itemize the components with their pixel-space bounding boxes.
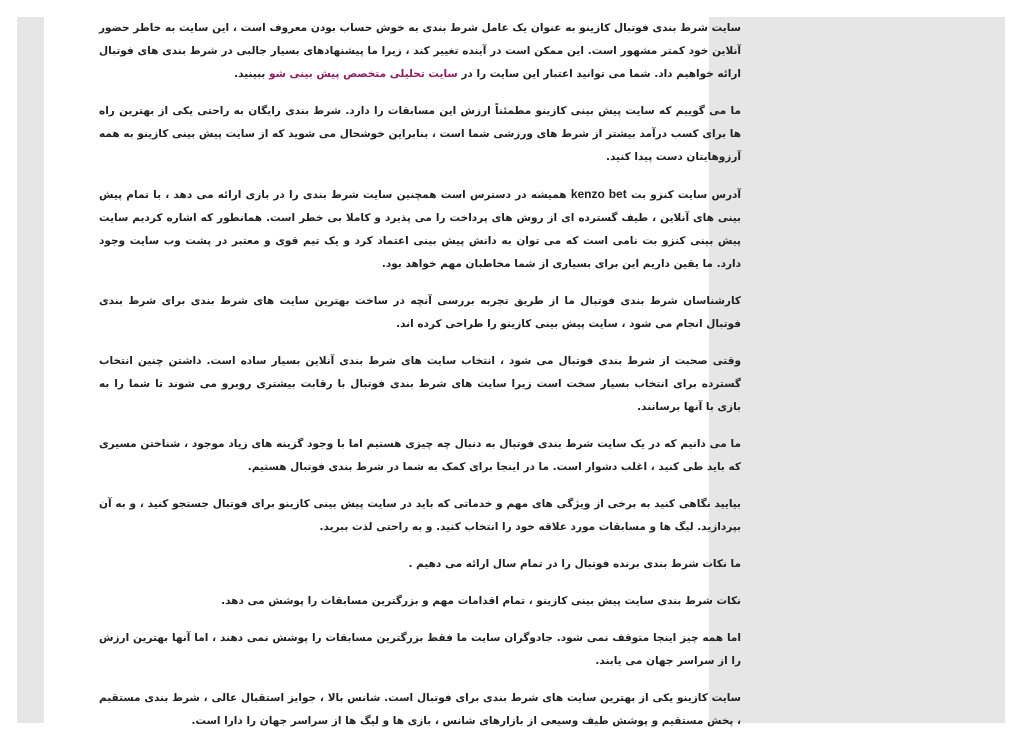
paragraph-5: وقتی صحبت از شرط بندی فوتبال می شود ، انتخاب سایت های شرط بندی آنلاین بسیار ساده است. داشتن چنین انتخاب گسترده برای انتخاب بسیار سخت است زیرا سایت های شرط بندی فوتبال با رقابت بیشتری روبرو می شوند تا شما را به بازی با آنها برسانند. (99, 355, 741, 413)
paragraph-10: اما همه چیز اینجا متوقف نمی شود. جادوگران سایت ما فقط بزرگترین مسابقات را پوشش نمی دهند ، اما آنها بهترین ارزش را از سراسر جهان می یابند. (99, 632, 741, 667)
paragraph-text: آدرس سایت کنزو بت (630, 189, 742, 201)
paragraph-1 (99, 17, 741, 86)
paragraph-6: ما می دانیم که در یک سایت شرط بندی فوتبال به دنبال چه چیزی هستیم اما با وجود گزینه های زیاد موجود ، شناختن مسیری که باید طی کنید ، اغلب دشوار است. ما در اینجا برای کمک به شما در شرط بندی فوتبال هستیم. (99, 438, 741, 473)
paragraph-4: کارشناسان شرط بندی فوتبال ما از طریق تجربه بررسی آنچه در ساخت بهترین سایت های شرط بندی برای شرط بندی فوتبال انجام می شود ، سایت پیش بینی کازینو را طراحی کرده اند. (99, 295, 741, 330)
paragraph-text: سایت شرط بندی فوتبال کازینو به عنوان یک عامل شرط بندی به خوش حساب بودن معروف است ، این سایت به خاطر حضور آنلاین خود کمتر مشهور است. این ممکن است در آینده تغییر کند ، زیرا ما پیشنهادهای بسیار جالبی در شرط بندی های فوتبال ارائه خواهیم داد. شما می توانید اعتبار این سایت را در (99, 22, 741, 80)
paragraph-9: نکات شرط بندی سایت پیش بینی کازینو ، تمام اقدامات مهم و بزرگترین مسابقات را پوشش می دهد. (221, 595, 741, 607)
brand-name: kenzo bet (570, 187, 627, 201)
paragraph-text: ببینید. (234, 68, 266, 80)
paragraph-3 (99, 183, 741, 276)
article-panel (44, 0, 742, 727)
predict-site-link[interactable]: سایت تحلیلی متخصص پیش بینی شو (268, 68, 458, 80)
article-content (99, 17, 741, 747)
paragraph-8: ما نکات شرط بندی برنده فوتبال را در تمام سال ارائه می دهیم . (408, 558, 741, 570)
paragraph-text: همیشه در دسترس است همچنین سایت شرط بندی را در بازی ارائه می دهد ، با تمام پیش بینی های آنلاین ، طیف گسترده ای از روش های پرداخت را می پذیرد و کاملا بی خطر است. همانطور که اشاره کردیم سایت پیش بینی کنزو بت نامی است که می توان به دانش پیش بینی اعتماد کرد و یک تیم قوی و معتبر در پشت وب سایت وجود دارد. ما یقین داریم این برای بسیاری از شما مخاطبان مهم خواهد بود. (99, 189, 741, 270)
paragraph-2: ما می گوییم که سایت پیش بینی کازینو مطمئناً ارزش این مسابقات را دارد. شرط بندی رایگان به راحتی یکی از بهترین راه ها برای کسب درآمد بیشتر از شرط های ورزشی شما است ، بنابراین خوشحال می شوید که از سایت پیش بینی کازینو به همه آرزوهایتان دست پیدا کنید. (99, 105, 741, 163)
paragraph-7: بیایید نگاهی کنید به برخی از ویژگی های مهم و خدماتی که باید در سایت پیش بینی کازینو برای فوتبال جستجو کنید ، و به آن بپردازید. لیگ ها و مسابقات مورد علاقه خود را انتخاب کنید. و به راحتی لذت ببرید. (99, 498, 741, 533)
paragraph-11: سایت کازینو یکی از بهترین سایت های شرط بندی برای فوتبال است. شانس بالا ، جوایز استقبال عالی ، شرط بندی مستقیم ، پخش مستقیم و پوشش طیف وسیعی از بازارهای شانس ، بازی ها و لیگ ها از سراسر جهان را دارا است. (99, 692, 741, 727)
